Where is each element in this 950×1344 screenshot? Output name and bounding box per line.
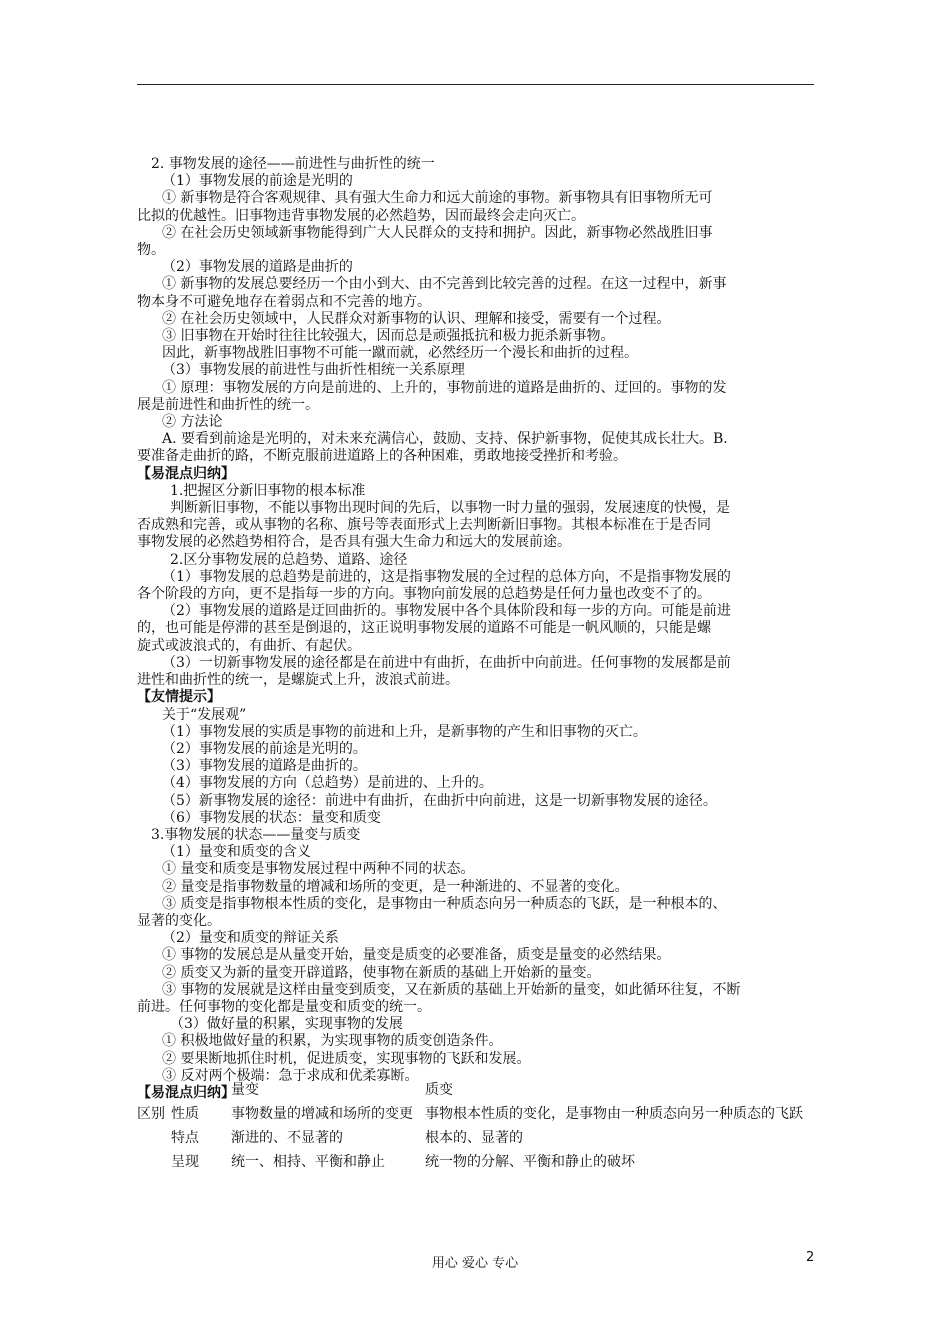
text-line: ③ 质变是指事物根本性质的变化，是事物由一种质态向另一种质态的飞跃，是一种根本的、 — [162, 895, 727, 912]
text-line: （3）事物发展的前进性与曲折性相统一关系原理 — [162, 362, 465, 379]
text-line: （4）事物发展的方向（总趋势）是前进的、上升的。 — [162, 775, 493, 792]
footer-slogan: 用心 爱心 专心 — [431, 1256, 519, 1271]
cell-nature-quantitative: 事物数量的增减和场所的变更 — [231, 1106, 413, 1122]
text-line: ① 事物的发展总是从量变开始，量变是质变的必要准备，质变是量变的必然结果。 — [162, 947, 671, 964]
text-line: 进性和曲折性的统一，是螺旋式上升，波浪式前进。 — [137, 672, 459, 689]
table-row — [137, 1102, 817, 1126]
cell-nature-qualitative: 事物根本性质的变化，是事物由一种质态向另一种质态的飞跃 — [425, 1106, 803, 1122]
text-line: ③ 旧事物在开始时往往比较强大，因而总是顽强抵抗和极力扼杀新事物。 — [162, 328, 615, 345]
text-line: 要准备走曲折的路，不断克服前进道路上的各种困难，勇敢地接受挫折和考验。 — [137, 448, 627, 465]
table-row — [137, 1126, 817, 1150]
header-qualitative-change: 质变 — [425, 1082, 453, 1098]
comparison-table — [137, 1078, 817, 1174]
text-line: 2. 事物发展的途径——前进性与曲折性的统一 — [151, 156, 435, 172]
text-line: ② 质变又为新的量变开辟道路，使事物在新质的基础上开始新的量变。 — [162, 964, 601, 981]
section-heading: 【易混点归纳】 — [137, 465, 235, 482]
text-line: （5）新事物发展的途径：前进中有曲折，在曲折中向前进，这是一切新事物发展的途径。 — [162, 792, 717, 809]
text-line: 各个阶段的方向，更不是指每一步的方向。事物向前发展的总趋势是任何力量也改变不了的。 — [137, 586, 711, 603]
row-attr-nature: 性质 — [171, 1106, 199, 1122]
text-line: 事物发展的必然趋势相符合，是否具有强大生命力和远大的发展前途。 — [137, 534, 571, 551]
text-line: 否成熟和完善，或从事物的名称、旗号等表面形式上去判断新旧事物。其根本标准在于是否同 — [137, 517, 711, 534]
cell-appearance-qualitative: 统一物的分解、平衡和静止的破坏 — [425, 1154, 635, 1170]
text-line: ① 积极地做好量的积累，为实现事物的质变创造条件。 — [162, 1033, 503, 1050]
text-line: 3.事物发展的状态——量变与质变 — [151, 826, 361, 843]
header-rule — [137, 84, 814, 85]
text-line: 物。 — [137, 242, 165, 259]
page-number: 2 — [806, 1250, 815, 1265]
text-line: 物本身不可避免地存在着弱点和不完善的地方。 — [137, 293, 431, 310]
text-line: 因此，新事物战胜旧事物不可能一蹴而就，必然经历一个漫长和曲折的过程。 — [162, 345, 638, 362]
text-line: 旋式或波浪式的，有曲折、有起伏。 — [137, 637, 361, 654]
cell-appearance-quantitative: 统一、相持、平衡和静止 — [231, 1154, 385, 1170]
header-quantitative-change: 量变 — [231, 1082, 259, 1098]
text-line: 显著的变化。 — [137, 912, 221, 929]
text-line: ② 在社会历史领域新事物能得到广大人民群众的支持和拥护。因此，新事物必然战胜旧事 — [162, 224, 713, 241]
text-line: （2）事物发展的道路是迂回曲折的。事物发展中各个具体阶段和每一步的方向。可能是前进 — [162, 603, 731, 620]
text-line: 展是前进性和曲折性的统一。 — [137, 396, 319, 413]
text-line: ① 新事物是符合客观规律、具有强大生命力和远大前途的事物。新事物具有旧事物所无可 — [162, 190, 713, 207]
text-line: ② 要果断地抓住时机，促进质变，实现事物的飞跃和发展。 — [162, 1050, 531, 1067]
text-line: （2）事物发展的道路是曲折的 — [162, 259, 353, 276]
text-line: 判断新旧事物，不能以事物出现时间的先后，以事物一时力量的强弱，发展速度的快慢，是 — [170, 500, 730, 517]
text-line: ① 新事物的发展总要经历一个由小到大、由不完善到比较完善的过程。在这一过程中，新事 — [162, 276, 727, 293]
side-label-distinction: 区别 — [137, 1106, 165, 1122]
text-line: （3）一切新事物发展的途径都是在前进中有曲折，在曲折中向前进。任何事物的发展都是前 — [162, 654, 731, 671]
cell-feature-quantitative: 渐进的、不显著的 — [231, 1130, 343, 1146]
text-line: 关于“发展观” — [162, 706, 247, 723]
text-line: ① 量变和质变是事物发展过程中两种不同的状态。 — [162, 861, 475, 878]
row-attr-feature: 特点 — [171, 1130, 199, 1146]
text-line: 的，也可能是停滞的甚至是倒退的，这正说明事物发展的道路不可能是一帆风顺的，只能是螺 — [137, 620, 711, 637]
text-line: （1）事物发展的总趋势是前进的，这是指事物发展的全过程的总体方向，不是指事物发展的 — [162, 568, 731, 585]
cell-feature-qualitative: 根本的、显著的 — [425, 1130, 523, 1146]
text-line: ① 原理：事物发展的方向是前进的、上升的，事物前进的道路是曲折的、迂回的。事物的发 — [162, 379, 727, 396]
text-line: 比拟的优越性。旧事物违背事物发展的必然趋势，因而最终会走向灭亡。 — [137, 207, 585, 224]
text-line: （1）事物发展的前途是光明的 — [162, 173, 353, 190]
text-line: （1）事物发展的实质是事物的前进和上升，是新事物的产生和旧事物的灭亡。 — [162, 723, 647, 740]
text-line: ② 方法论 — [162, 414, 223, 431]
text-line: 前进。任何事物的变化都是量变和质变的统一。 — [137, 998, 431, 1015]
text-line: （2）量变和质变的辩证关系 — [162, 930, 339, 947]
text-line: A. 要看到前途是光明的，对未来充满信心，鼓励、支持、保护新事物，促使其成长壮大。B. — [162, 431, 728, 448]
text-line: （3）做好量的积累，实现事物的发展 — [170, 1016, 403, 1033]
text-line: （3）事物发展的道路是曲折的。 — [162, 758, 367, 775]
text-line: 1.把握区分新旧事物的根本标准 — [170, 482, 366, 499]
text-line: ② 量变是指事物数量的增减和场所的变更，是一种渐进的、不显著的变化。 — [162, 878, 629, 895]
text-line: ② 在社会历史领域中，人民群众对新事物的认识、理解和接受，需要有一个过程。 — [162, 310, 671, 327]
section-heading: 【易混点归纳】 — [137, 1084, 235, 1101]
text-line: ③ 反对两个极端：急于求成和优柔寡断。 — [162, 1067, 419, 1084]
text-line: ③ 事物的发展就是这样由量变到质变，又在新质的基础上开始新的量变，如此循环往复，不断 — [162, 981, 741, 998]
document-body — [137, 156, 819, 1102]
text-line: （6）事物发展的状态：量变和质变 — [162, 809, 381, 826]
text-line: （2）事物发展的前途是光明的。 — [162, 740, 367, 757]
text-line: （1）量变和质变的含义 — [162, 844, 311, 861]
text-line: 2.区分事物发展的总趋势、道路、途径 — [170, 551, 408, 568]
table-row — [137, 1150, 817, 1174]
section-heading: 【友情提示】 — [137, 689, 221, 706]
row-attr-appearance: 呈现 — [171, 1154, 199, 1170]
table-header-row — [137, 1078, 817, 1102]
